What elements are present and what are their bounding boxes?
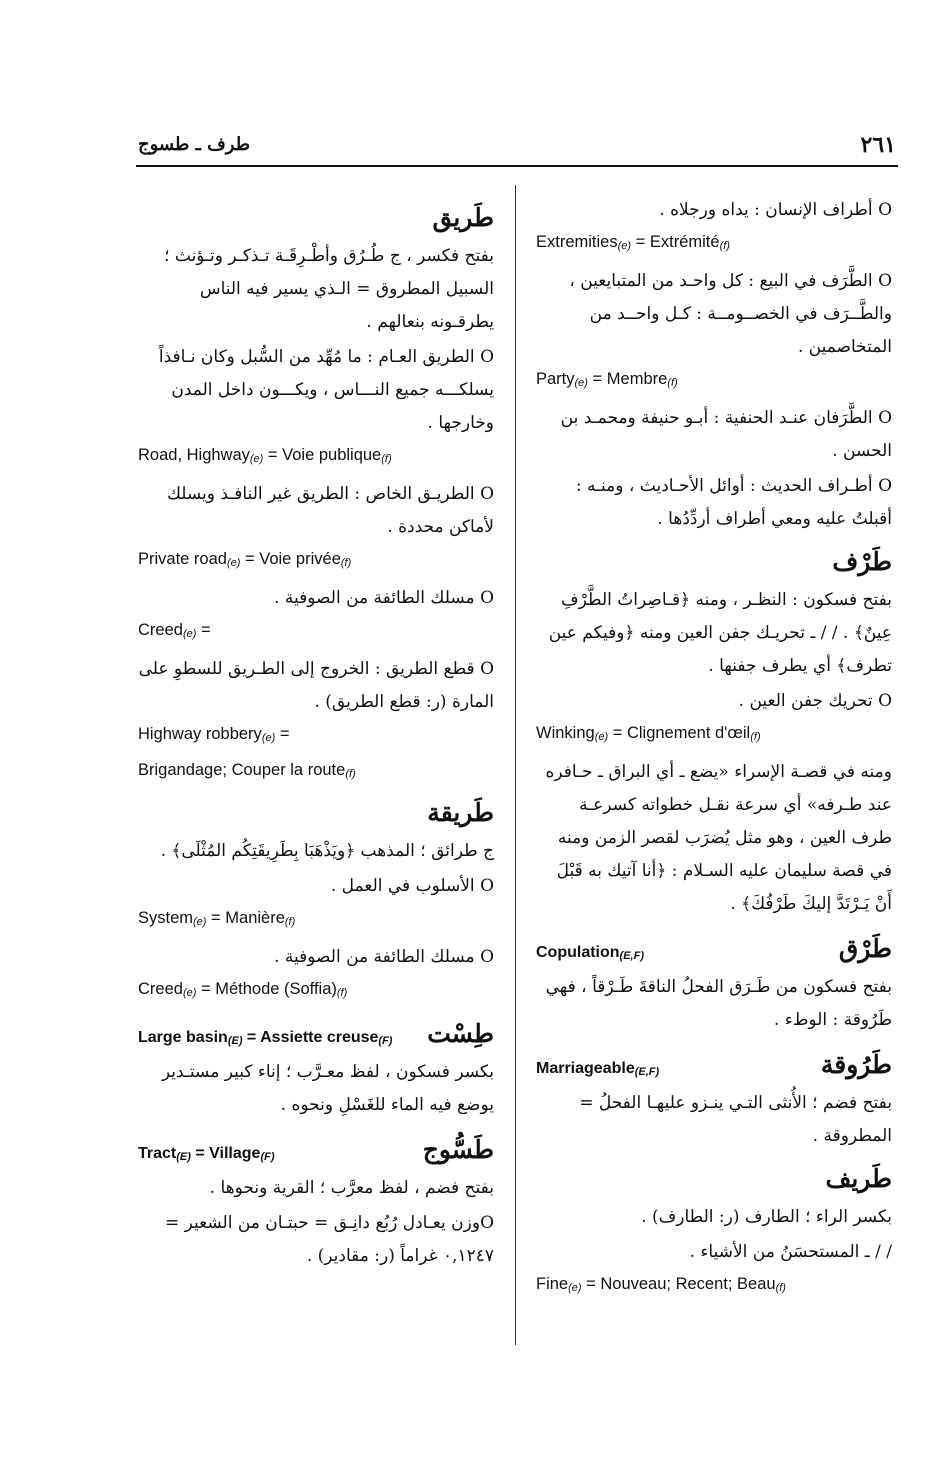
headword: طَرُوقة (820, 1050, 892, 1079)
headword: طَسُّوج (422, 1135, 494, 1164)
translation-line: Winking$_{(e)}$ = Clignement d'œil$_{(f)}$ (536, 724, 761, 743)
translation-line: Creed$_{(e)}$ = (138, 621, 211, 640)
headword: طَريقة (427, 798, 494, 827)
translation-line: Creed$_{(e)}$ = Méthode $(Soffia)_{(f)}$ (138, 980, 348, 999)
language-tag: (E,F) (634, 1066, 660, 1078)
definition-text: بفتح فسكون : النظـر ، ومنه ﴿قـاصِراتُ الطَّرْفِ عِينٌ﴾ . / / ـ تحريـك جفن العين ومنه ﴿وفيكم عين تطرف﴾ أي يطرف جفنها . (548, 590, 892, 676)
language-tag: (e) (568, 1282, 582, 1294)
language-tag: (e) (226, 557, 241, 569)
headword-translation: Large basin$_{(E)}$ = Assiette creuse$_{(F)}$ (138, 1029, 393, 1047)
definition-text: O قطع الطريق : الخروج إلى الطـريق للسطوِ على المارة (ر: قطع الطريق) . (138, 659, 494, 712)
language-tag: (e) (193, 916, 207, 928)
translation-line: Road, Highway$_{(e)}$ = Voie publique$_{(f)}$ (138, 446, 392, 465)
language-tag: (f) (345, 768, 356, 780)
headword-row (138, 1130, 494, 1170)
translation-line: Private road$_{(e)}$ = Voie privée$_{(f)}$ (138, 550, 352, 569)
language-tag: (e) (182, 628, 197, 640)
language-tag: (f) (750, 731, 761, 743)
definition-text: O الطَّرَف في البيع : كل واحـد من المتبايعين ، والطَّــرَف في الخصــومــة : كـل واحــد من المتخاصمين . (569, 271, 892, 357)
headword-row (536, 1045, 892, 1085)
definition-text: O أطراف الإنسان : يداه ورجلاه . (659, 200, 892, 220)
definition-text: O الأسلوب في العمل . (330, 876, 494, 896)
definition-text: O الطريـق الخاص : الطريق غير النافـذ ويسلك لأماكن محددة . (166, 484, 494, 537)
headword-row (536, 929, 892, 969)
definition-text: O الطريق العـام : ما مُهِّد من السُّبل وكان نـافذاً يسلكـــه جميع النـــاس ، ويكـــون داخل المدن وخارجها . (158, 347, 494, 433)
translation-line: Party$_{(e)}$ = Membre$_{(f)}$ (536, 370, 678, 389)
page-header (138, 132, 896, 166)
headword: طَرْف (832, 547, 892, 576)
definition-text: بكسر الراء ؛ الطارف (ر: الطارف) . (641, 1207, 892, 1227)
language-tag: (E,F) (619, 950, 644, 962)
right-column (536, 192, 892, 1307)
language-tag: (e) (574, 377, 588, 389)
definition-text: بفتح فضم ، لفظ معرَّب ؛ القرية ونحوها . (209, 1178, 494, 1198)
language-tag: (e) (261, 732, 276, 744)
language-tag: (f) (775, 1282, 786, 1294)
language-tag: (f) (284, 916, 296, 928)
headword-translation: Marriageable$_{(E,F)}$ (536, 1060, 660, 1078)
translation-line: System$_{(e)}$ = Manière$_{(f)}$ (138, 909, 296, 928)
definition-text: بفتح فضم ؛ الأُنثى التـي ينـزو عليهـا الفحلُ = المطروقة . (579, 1093, 892, 1146)
language-tag: (e) (594, 731, 609, 743)
definition-text: بفتح فكسر ، ج طُـرُق وأطْـرِقَـة تـذكـر وتـؤنث ؛ السبيل المطروق = الـذي يسير فيه الناس يطرقـونه بنعالهم . (164, 246, 494, 332)
definition-text: بكسر فسكون ، لفظ معـرَّب ؛ إناء كبير مستـدير يوضع فيه الماء للغَسْلِ ونحوه . (161, 1062, 494, 1115)
language-tag: (F) (260, 1151, 275, 1163)
headword-translation: Copulation$_{(E,F)}$ (536, 944, 644, 962)
language-tag: (f) (381, 453, 392, 465)
translation-line: Extremities$_{(e)}$ = Extrémité$_{(f)}$ (536, 233, 730, 252)
language-tag: (F) (378, 1035, 393, 1047)
headword-row (138, 1014, 494, 1054)
translation-line: Highway robbery$_{(e)}$ = (138, 725, 290, 744)
translation-line: Fine$_{(e)}$ = Nouveau; Recent; Beau$_{(f)}$ (536, 1275, 786, 1294)
column-divider (515, 185, 516, 1345)
definition-text: O أطـراف الحديث : أوائل الأحـاديث ، ومنـه : أقبلتُ عليه ومعي أطراف أردِّدُها . (575, 476, 892, 529)
language-tag: (E) (176, 1151, 191, 1163)
definition-text: O تحريك جفن العين . (738, 691, 892, 711)
headword: طَرْق (838, 934, 892, 963)
language-tag: (E) (227, 1035, 243, 1047)
headword: طَريف (825, 1164, 892, 1193)
header-rule (136, 165, 898, 167)
definition-text: ومنه في قصـة الإسراء «يضع ـ أي البراق ـ حـافره عند طـرفه» أي سرعة نقـل خطواته كسرعـة طرف العين ، وهو مثل يُضرَب لقصر الزمن ومنه في قصة سليمان عليه السـلام : ﴿أنا آتيك به قَبْلَ أَنْ يَـرْتَدَّ إليكَ طَرْفُكَ﴾ . (545, 762, 892, 914)
definition-text: / / ـ المستحسَنُ من الأشياء . (689, 1242, 892, 1262)
definition-text: ج طرائق ؛ المذهب ﴿ويَذْهَبَا بِطَرِيقَتِكُم المُثْلَى﴾ . (160, 841, 494, 861)
definition-text: Oوزن يعـادل رُبُع دانِـق = حبتـان من الشعير = ٠,١٢٤٧ غراماً (ر: مقادير) . (165, 1213, 494, 1266)
headword: طِسْت (427, 1019, 494, 1048)
language-tag: (f) (667, 377, 678, 389)
language-tag: (f) (340, 557, 352, 569)
definition-text: O الطَّرَفان عنـد الحنفية : أبـو حنيفة ومحمـد بن الحسن . (560, 408, 892, 461)
language-tag: (e) (249, 453, 264, 465)
left-column (138, 192, 494, 1273)
definition-text: O مسلك الطائفة من الصوفية . (274, 588, 494, 608)
headword-translation: Tract$_{(E)}$ = Village$_{(F)}$ (138, 1145, 275, 1163)
running-head: طرف ـ طسوج (138, 134, 251, 155)
language-tag: (e) (182, 987, 197, 999)
language-tag: (f) (719, 240, 730, 252)
language-tag: (e) (617, 240, 632, 252)
definition-text: O مسلك الطائفة من الصوفية . (274, 947, 494, 967)
page-number: ٢٦١ (860, 132, 896, 158)
language-tag: (f) (336, 987, 348, 999)
translation-line: Brigandage; Couper la route$_{(f)}$ (138, 761, 356, 780)
definition-text: بفتح فسكون من طَـرَق الفحلُ الناقةَ طَـرْقاً ، فهي طَرُوقة : الوطء . (545, 977, 892, 1030)
headword: طَريق (432, 203, 494, 232)
